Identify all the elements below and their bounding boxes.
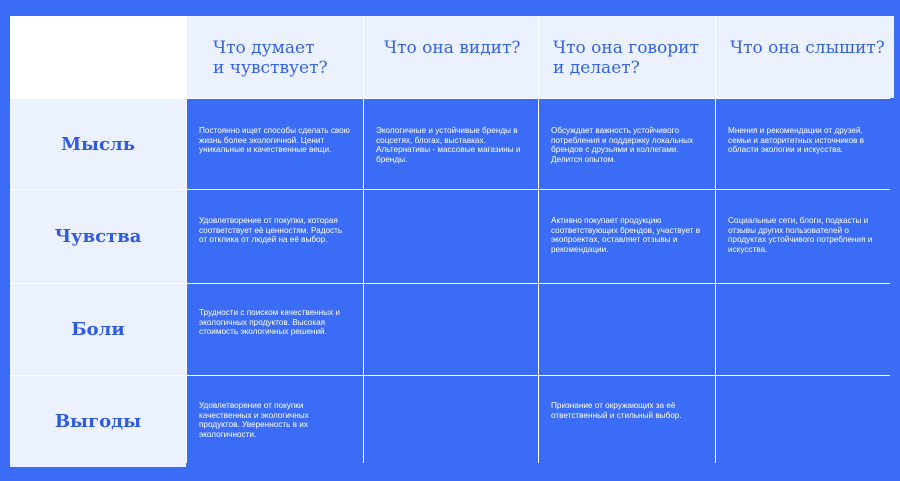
table-corner (10, 16, 186, 98)
header-text: Что она слышит? (730, 38, 885, 58)
table-cell: Активно покупает продукцию соответствующих брендов, участвует в экопроектах, оставляет отзывы и рекомендации. (539, 190, 715, 283)
header-text: Что она видит? (384, 38, 521, 58)
table-cell: Удовлетворение от покупки, которая соответствует её ценностям. Радость от отклика от людей на её выбор. (187, 190, 363, 283)
header-text: Что думает и чувствует? (213, 38, 328, 78)
table-cell: Трудности с поиском качественных и экологичных продуктов. Высокая стоимость экологичных решений. (187, 284, 363, 375)
table-cell: Обсуждает важность устойчивого потребления и поддержку локальных брендов с друзьями и коллегами. Делится опытом. (539, 99, 715, 189)
empathy-map-table (10, 16, 890, 463)
table-cell (364, 284, 538, 375)
table-cell: Экологичные и устойчивые бренды в соцсетях, блогах, выставках. Альтернативы - массовые магазины и бренды. (364, 99, 538, 189)
header-thinks-feels (187, 16, 363, 98)
table-cell: Мнения и рекомендации от друзей, семьи и авторитетных источников в области экологии и искусства. (716, 99, 894, 189)
table-cell (716, 284, 894, 375)
row-label-pains: Боли (10, 284, 186, 375)
table-cell: Удовлетворение от покупки качественных и экологичных продуктов. Уверенность в их экологичности. (187, 376, 363, 467)
table-cell (716, 376, 894, 467)
header-text: Что она говорит и делает? (553, 38, 699, 78)
row-label-feelings: Чувства (10, 190, 186, 283)
table-cell (364, 190, 538, 283)
table-cell: Социальные сети, блоги, подкасты и отзывы других пользователей о продуктах устойчивого потребления и искусства. (716, 190, 894, 283)
row-label-thought: Мысль (10, 99, 186, 189)
header-sees (364, 16, 538, 98)
header-hears (716, 16, 894, 98)
row-label-gains: Выгоды (10, 376, 186, 467)
table-cell (364, 376, 538, 467)
table-cell (539, 284, 715, 375)
table-cell: Постоянно ищет способы сделать свою жизнь более экологичной. Ценит уникальные и качественные вещи. (187, 99, 363, 189)
table-cell: Признание от окружающих за её ответственный и стильный выбор. (539, 376, 715, 467)
header-says-does (539, 16, 715, 98)
